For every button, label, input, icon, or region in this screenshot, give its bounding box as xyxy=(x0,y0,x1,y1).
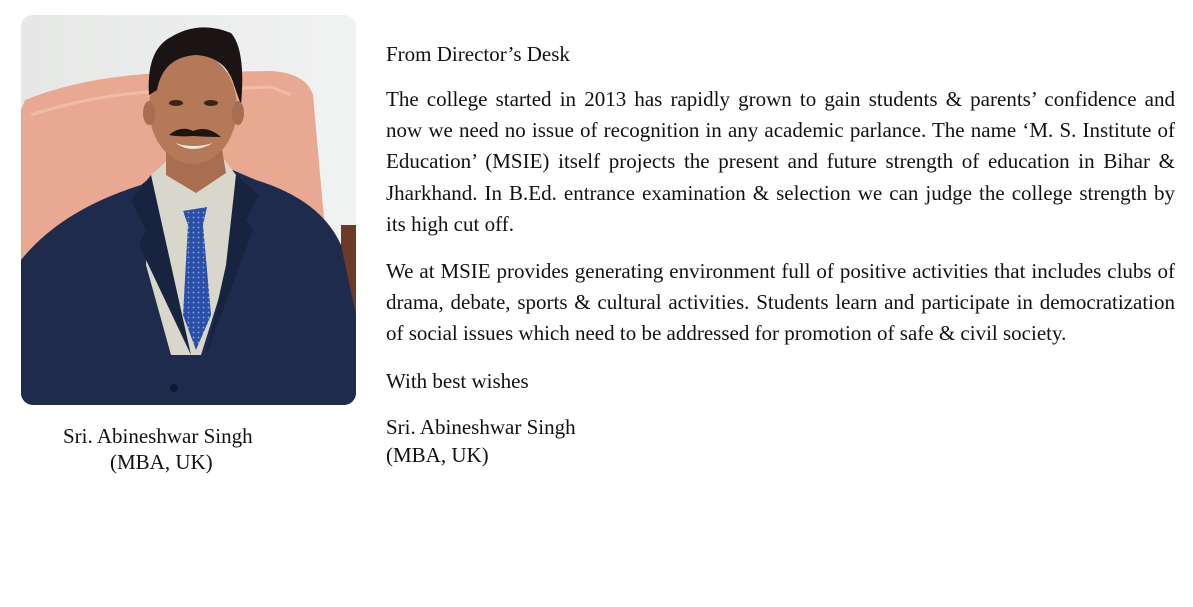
caption-name: Sri. Abineshwar Singh xyxy=(63,424,253,448)
signature-name: Sri. Abineshwar Singh xyxy=(386,414,576,439)
message-paragraph-2: We at MSIE provides generating environment full of positive activities that includes clubs of drama, debate, sports & cultural activities. Students learn and participate in democratization of social issues which need to be addressed for promotion of safe & civil society. xyxy=(386,259,1175,346)
director-photo xyxy=(21,15,356,405)
caption-qualification: (MBA, UK) xyxy=(110,450,213,474)
signature-qualification: (MBA, UK) xyxy=(386,442,489,467)
message-paragraph-1: The college started in 2013 has rapidly grown to gain students & parents’ confidence and now we need no issue of recognition in any academic parlance. The name ‘M. S. Institute of Education’ (MSIE) itself projects the present and future strength of education in Bihar & Jharkhand. In B.Ed. entrance examination & selection we can judge the college strength by its high cut off. xyxy=(386,87,1175,236)
director-portrait-image xyxy=(21,15,356,405)
director-message xyxy=(386,40,1175,469)
message-title: From Director’s Desk xyxy=(386,42,570,66)
closing-line: With best wishes xyxy=(386,368,529,393)
photo-caption xyxy=(21,423,411,475)
